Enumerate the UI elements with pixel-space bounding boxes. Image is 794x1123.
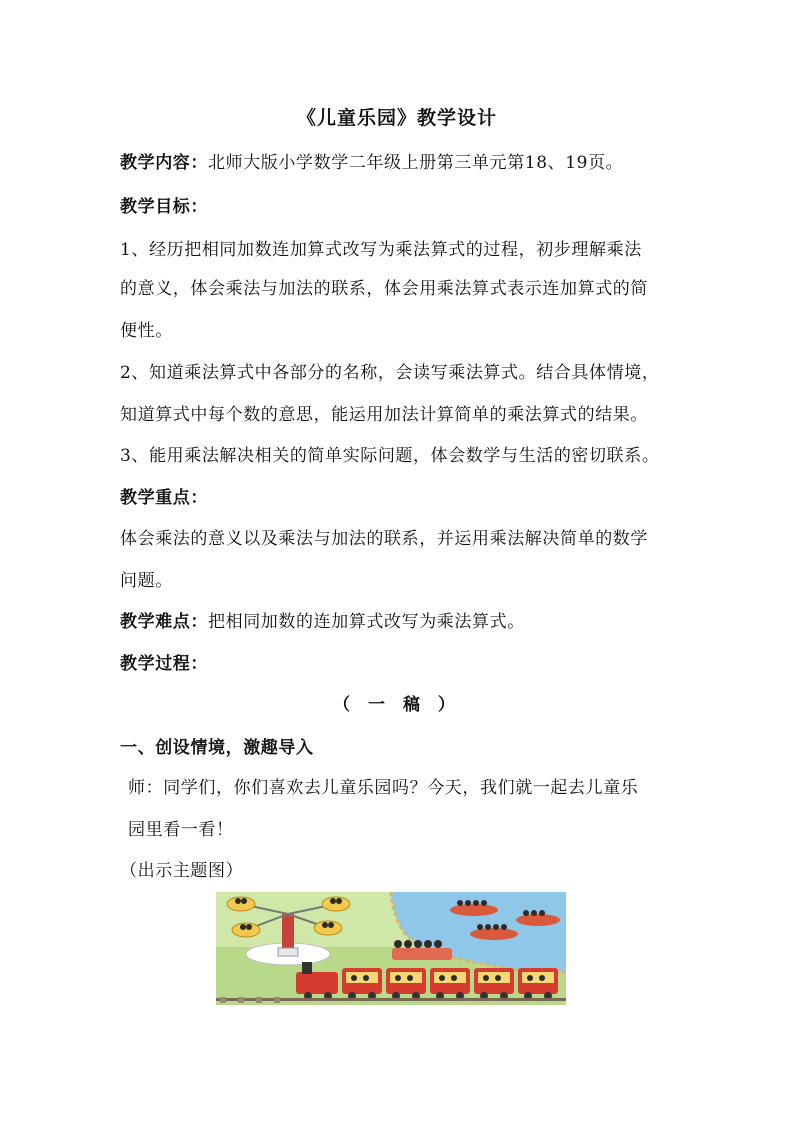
- teaching-content-text: 北师大版小学数学二年级上册第三单元第18、19页。: [208, 153, 624, 173]
- teaching-content: [120, 148, 680, 173]
- goal-1-line-2: 的意义，体会乘法与加法的联系，体会用乘法算式表示连加算式的简: [120, 279, 648, 299]
- difficulty-label: 教学难点：: [120, 612, 208, 632]
- goal-3: 3、能用乘法解决相关的简单实际问题，体会数学与生活的密切联系。: [120, 446, 660, 466]
- goal-2-line-2: 知道算式中每个数的意思，能运用加法计算简单的乘法算式的结果。: [120, 405, 648, 425]
- section-1-heading: 一、创设情境，激趣导入: [120, 738, 314, 758]
- teacher-line-2: 园里看一看！: [128, 820, 234, 840]
- key-points-line-2: 问题。: [120, 571, 173, 591]
- show-image-note: （出示主题图）: [120, 861, 244, 881]
- goal-1-line-1: 1、经历把相同加数连加算式改写为乘法算式的过程，初步理解乘法: [120, 240, 642, 260]
- theme-illustration: [216, 892, 566, 1005]
- draft-marker: （ 一 稿 ）: [333, 695, 461, 715]
- key-points-line-1: 体会乘法的意义以及乘法与加法的联系，并运用乘法解决简单的数学: [120, 529, 648, 549]
- goal-1-line-3: 便性。: [120, 321, 173, 341]
- difficulty: [120, 607, 680, 632]
- goal-2-line-1: 2、知道乘法算式中各部分的名称，会读写乘法算式。结合具体情境，: [120, 363, 660, 383]
- difficulty-text: 把相同加数的连加算式改写为乘法算式。: [208, 612, 525, 632]
- teaching-content-label: 教学内容：: [120, 153, 208, 173]
- teaching-goals-label: 教学目标：: [120, 197, 208, 217]
- key-points-label: 教学重点：: [120, 488, 208, 508]
- teaching-process-label: 教学过程：: [120, 654, 208, 674]
- teacher-line-1: 师：同学们，你们喜欢去儿童乐园吗？今天，我们就一起去儿童乐: [128, 778, 639, 798]
- page-title: 《儿童乐园》教学设计: [296, 107, 497, 129]
